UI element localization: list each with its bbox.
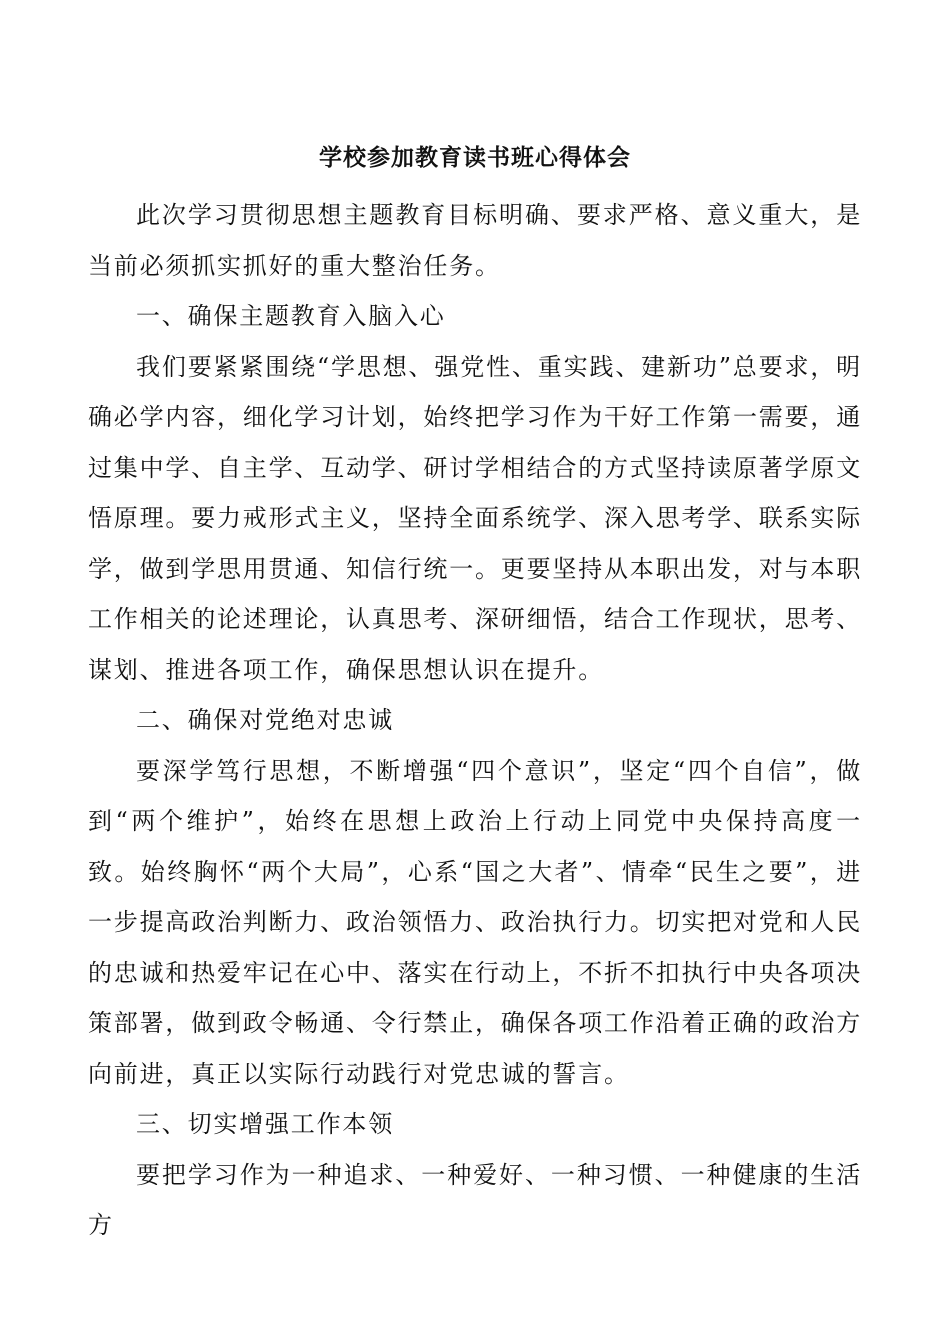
section-body-2: 要深学笃行思想，不断增强“四个意识”，坚定“四个自信”，做到“两个维护”，始终在思想上政治上行动上同党中央保持高度一致。始终胸怀“两个大局”，心系“国之大者”、情牵“民生之要”，进一步提高政治判断力、政治领悟力、政治执行力。切实把对党和人民的忠诚和热爱牢记在心中、落实在行动上，不折不扣执行中央各项决策部署，做到政令畅通、令行禁止，确保各项工作沿着正确的政治方向前进，真正以实际行动践行对党忠诚的誓言。 [88,756,862,1088]
section-body-1: 我们要紧紧围绕“学思想、强党性、重实践、建新功”总要求，明确必学内容，细化学习计划，始终把学习作为干好工作第一需要，通过集中学、自主学、互动学、研讨学相结合的方式坚持读原著学原文悟原理。要力戒形式主义，坚持全面系统学、深入思考学、联系实际学，做到学思用贯通、知信行统一。更要坚持从本职出发，对与本职工作相关的论述理论，认真思考、深研细悟，结合工作现状，思考、谋划、推进各项工作，确保思想认识在提升。 [88,352,862,684]
section-heading-2: 二、确保对党绝对忠诚 [136,706,394,734]
intro-paragraph: 此次学习贯彻思想主题教育目标明确、要求严格、意义重大，是当前必须抓实抓好的重大整治任务。 [88,201,862,280]
document-title: 学校参加教育读书班心得体会 [319,144,631,171]
section-heading-3: 三、切实增强工作本领 [136,1110,394,1138]
section-heading-1: 一、确保主题教育入脑入心 [136,302,446,330]
document-page [88,138,862,1251]
section-body-3: 要把学习作为一种追求、一种爱好、一种习惯、一种健康的生活方 [88,1160,862,1239]
